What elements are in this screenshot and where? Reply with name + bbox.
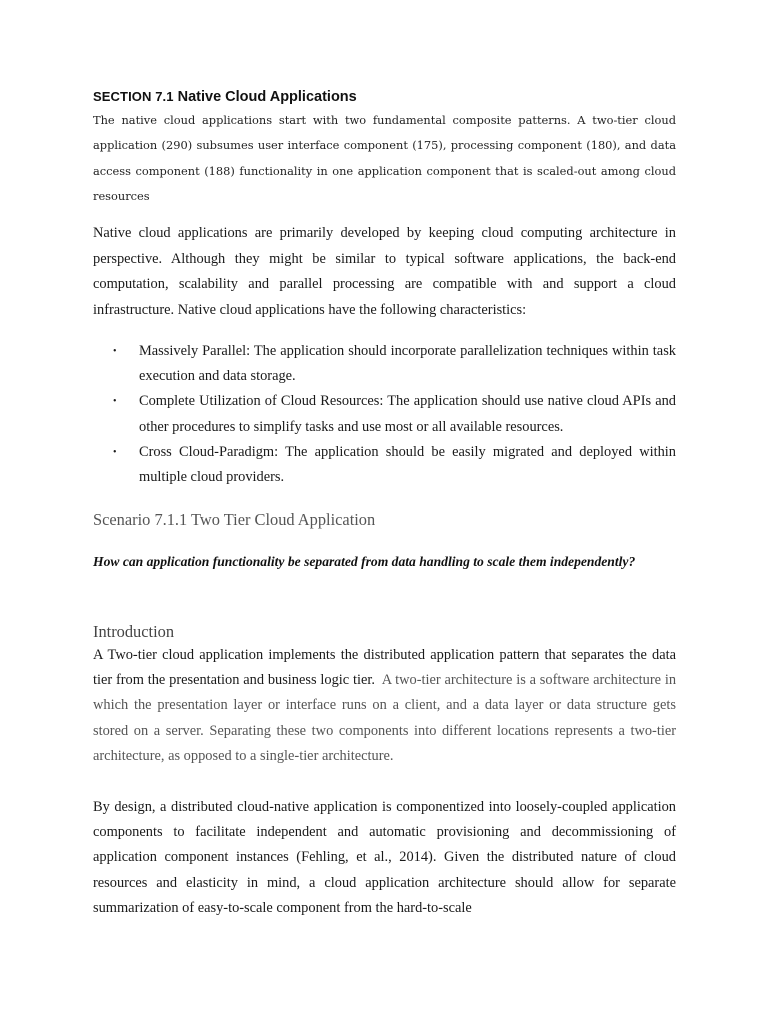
list-item-text: Massively Parallel: The application should incorporate parallelization techniques within task execution and data storage. — [139, 343, 676, 385]
introduction-continuation: A two-tier architecture is a software architecture in which the presentation layer or interface runs on a client, and a data layer or data structure gets stored on a server. Separating these two components into different locations represents a two-tier architecture, as opposed to a single-tier architecture. — [93, 672, 677, 764]
section-title: Native Cloud Applications — [177, 89, 357, 105]
list-item-text: Cross Cloud-Paradigm: The application should be easily migrated and deployed within multiple cloud providers. — [139, 443, 676, 486]
introduction-paragraph — [93, 643, 676, 769]
section-number: SECTION 7.1 — [93, 89, 174, 104]
list-item — [93, 339, 676, 389]
bullet-icon: • — [113, 346, 117, 357]
bullet-icon: • — [113, 446, 117, 458]
characteristics-paragraph: Native cloud applications are primarily developed by keeping cloud computing architecture in perspective. Although they might be similar to typical software applications, the back-end computation, scalability and parallel processing are compatible with and support a cloud infrastructure. Native cloud applications have the following characteristics: — [93, 225, 676, 318]
list-item-text: Complete Utilization of Cloud Resources: The application should use native cloud APIs and other procedures to simplify tasks and use most or all available resources. — [139, 393, 676, 435]
design-paragraph: By design, a distributed cloud-native application is componentized into loosely-coupled application components to facilitate independent and automatic provisioning and decommissioning of application component instances (Fehling, et al., 2014). Given the distributed nature of cloud resources and elasticity in mind, a cloud application architecture should allow for separate summarization of easy-to-scale component from the hard-to-scale — [93, 799, 676, 916]
introduction-lead: A Two-tier cloud application implements the distributed application pattern that separates the data tier from the presentation and business logic tier. — [93, 647, 676, 689]
characteristics-list — [93, 339, 676, 490]
bullet-icon: • — [113, 396, 117, 408]
intro-paragraph: The native cloud applications start with two fundamental composite patterns. A two-tier cloud application (290) subsumes user interface component (175), processing component (180), and data access component (188) functionality in one application component that is scaled-out among cloud resources — [93, 113, 676, 203]
section-heading — [93, 89, 357, 105]
scenario-question: How can application functionality be separated from data handling to scale them independently? — [93, 554, 636, 569]
list-item — [93, 440, 676, 490]
scenario-heading: Scenario 7.1.1 Two Tier Cloud Application — [93, 510, 376, 529]
introduction-heading: Introduction — [93, 622, 175, 641]
list-item — [93, 389, 676, 439]
